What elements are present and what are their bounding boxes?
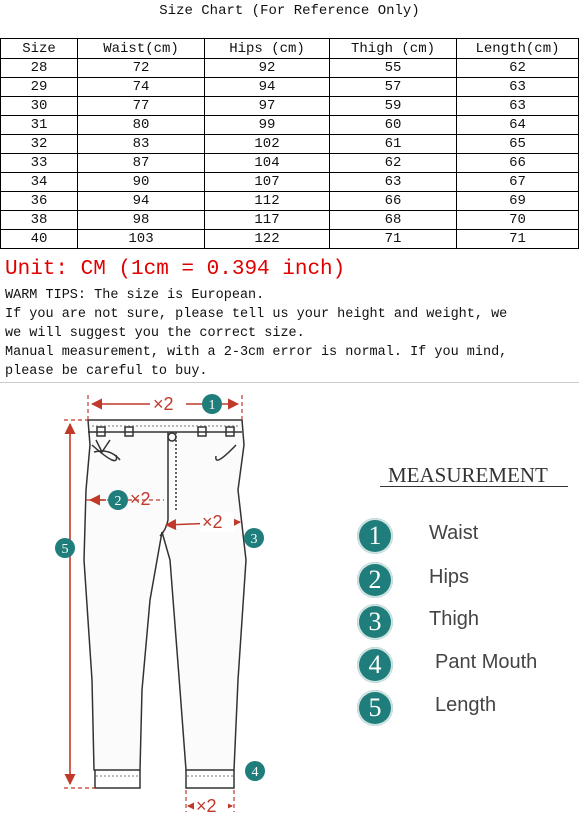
legend-number-icon: 5 xyxy=(357,690,393,726)
table-cell: 70 xyxy=(457,211,579,230)
marker-4: 4 xyxy=(251,765,259,780)
table-cell: 77 xyxy=(78,97,205,116)
table-cell: 83 xyxy=(78,135,205,154)
table-cell: 97 xyxy=(205,97,330,116)
table-row xyxy=(1,116,579,135)
marker-5: 5 xyxy=(61,542,69,557)
legend-number-icon: 1 xyxy=(357,518,393,554)
table-cell: 30 xyxy=(1,97,78,116)
table-cell: 112 xyxy=(205,192,330,211)
marker-1: 1 xyxy=(208,398,216,413)
table-cell: 63 xyxy=(330,173,457,192)
legend-label: Length xyxy=(435,694,497,716)
table-cell: 63 xyxy=(457,78,579,97)
table-row xyxy=(1,97,579,116)
unit-note: Unit: CM (1cm = 0.394 inch) xyxy=(5,258,346,281)
measurement-underline xyxy=(380,486,568,487)
size-table xyxy=(0,38,579,249)
table-cell: 59 xyxy=(330,97,457,116)
table-cell: 34 xyxy=(1,173,78,192)
legend-label: Thigh xyxy=(429,608,480,630)
mouth-multiplier: ×2 xyxy=(196,796,217,816)
table-cell: 32 xyxy=(1,135,78,154)
table-cell: 94 xyxy=(78,192,205,211)
table-cell: 99 xyxy=(205,116,330,135)
table-cell: 65 xyxy=(457,135,579,154)
table-row xyxy=(1,192,579,211)
table-cell: 67 xyxy=(457,173,579,192)
table-cell: 90 xyxy=(78,173,205,192)
header-hips: Hips (cm) xyxy=(205,39,330,59)
table-cell: 60 xyxy=(330,116,457,135)
marker-2: 2 xyxy=(114,494,122,509)
table-cell: 38 xyxy=(1,211,78,230)
tip-line: If you are not sure, please tell us your height and weight, we xyxy=(5,307,508,322)
size-chart-title: Size Chart (For Reference Only) xyxy=(159,3,420,19)
header-size: Size xyxy=(1,39,78,59)
legend-label: Hips xyxy=(429,566,470,588)
table-row xyxy=(1,135,579,154)
table-cell: 74 xyxy=(78,78,205,97)
hips-multiplier: ×2 xyxy=(130,489,151,509)
table-cell: 66 xyxy=(457,154,579,173)
pants-outline xyxy=(84,420,246,788)
table-row xyxy=(1,211,579,230)
table-cell: 98 xyxy=(78,211,205,230)
table-row xyxy=(1,230,579,249)
table-cell: 103 xyxy=(78,230,205,249)
table-cell: 69 xyxy=(457,192,579,211)
header-waist: Waist(cm) xyxy=(78,39,205,59)
table-cell: 66 xyxy=(330,192,457,211)
table-cell: 64 xyxy=(457,116,579,135)
table-cell: 102 xyxy=(205,135,330,154)
table-cell: 61 xyxy=(330,135,457,154)
table-header-row xyxy=(1,39,579,59)
table-cell: 28 xyxy=(1,59,78,78)
table-cell: 117 xyxy=(205,211,330,230)
table-cell: 40 xyxy=(1,230,78,249)
legend-label: Pant Mouth xyxy=(435,651,538,673)
table-cell: 33 xyxy=(1,154,78,173)
table-cell: 63 xyxy=(457,97,579,116)
warm-tips xyxy=(5,286,577,381)
table-cell: 62 xyxy=(457,59,579,78)
table-row xyxy=(1,173,579,192)
tip-line: please be careful to buy. xyxy=(5,364,208,379)
pants-diagram xyxy=(0,385,579,825)
waist-multiplier: ×2 xyxy=(153,394,174,414)
table-cell: 62 xyxy=(330,154,457,173)
table-cell: 29 xyxy=(1,78,78,97)
table-cell: 104 xyxy=(205,154,330,173)
header-length: Length(cm) xyxy=(457,39,579,59)
table-cell: 92 xyxy=(205,59,330,78)
table-cell: 31 xyxy=(1,116,78,135)
tip-line: we will suggest you the correct size. xyxy=(5,326,305,341)
table-cell: 36 xyxy=(1,192,78,211)
table-cell: 57 xyxy=(330,78,457,97)
table-cell: 94 xyxy=(205,78,330,97)
table-cell: 87 xyxy=(78,154,205,173)
table-row xyxy=(1,78,579,97)
table-row xyxy=(1,154,579,173)
legend-number-icon: 2 xyxy=(357,562,393,598)
table-row xyxy=(1,59,579,78)
legend-label: Waist xyxy=(429,522,479,544)
table-cell: 55 xyxy=(330,59,457,78)
table-cell: 80 xyxy=(78,116,205,135)
tip-line: WARM TIPS: The size is European. xyxy=(5,288,265,303)
tip-line: Manual measurement, with a 2-3cm error is normal. If you mind, xyxy=(5,345,508,360)
table-cell: 107 xyxy=(205,173,330,192)
thigh-multiplier: ×2 xyxy=(202,512,223,532)
header-thigh: Thigh (cm) xyxy=(330,39,457,59)
marker-3: 3 xyxy=(250,532,258,547)
measurement-title: MEASUREMENT xyxy=(388,463,548,487)
table-cell: 68 xyxy=(330,211,457,230)
legend-number-icon: 3 xyxy=(357,604,393,640)
divider xyxy=(0,382,579,383)
table-cell: 71 xyxy=(457,230,579,249)
legend-number-icon: 4 xyxy=(357,647,393,683)
table-cell: 71 xyxy=(330,230,457,249)
table-cell: 122 xyxy=(205,230,330,249)
table-cell: 72 xyxy=(78,59,205,78)
